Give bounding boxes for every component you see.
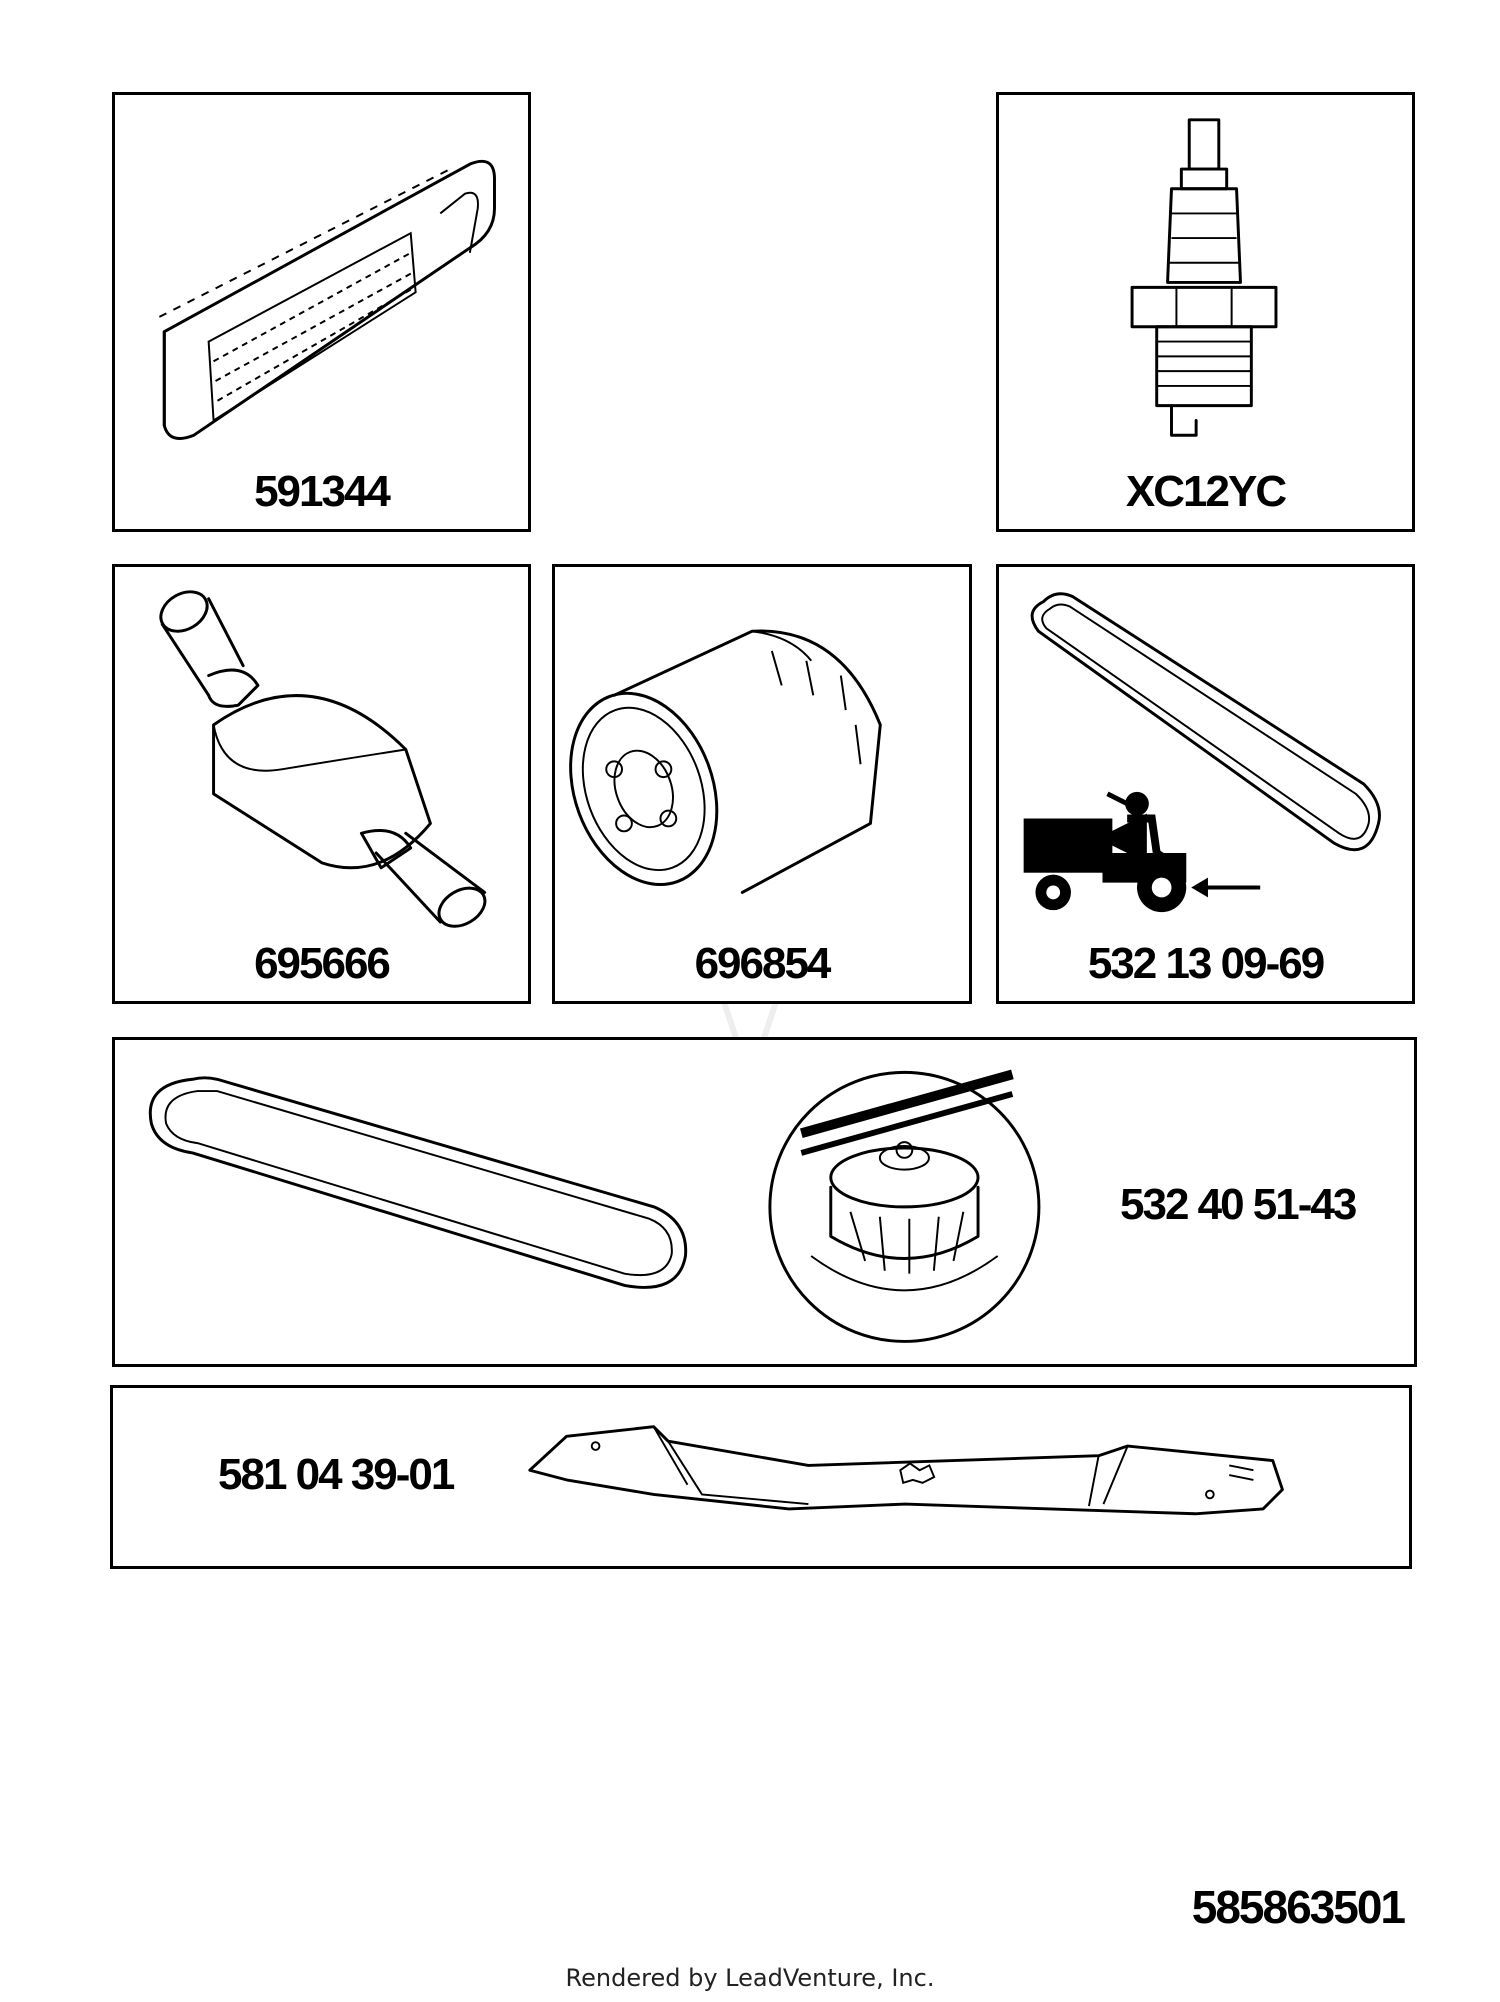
footer-credit: Rendered by LeadVenture, Inc.	[565, 1964, 935, 1992]
fuel-filter-icon	[115, 567, 528, 1001]
panel-fuel-filter[interactable]	[112, 564, 531, 1004]
panel-blade[interactable]	[110, 1385, 1412, 1569]
part-number-deck-belt: 532 40 51-43	[1120, 1180, 1356, 1229]
part-number-spark-plug: XC12YC	[1125, 467, 1286, 516]
part-number-air-filter: 591344	[254, 467, 389, 516]
part-number-fuel-filter: 695666	[254, 939, 389, 988]
panel-deck-belt[interactable]	[112, 1037, 1417, 1367]
air-filter-icon	[115, 95, 528, 529]
part-number-blade: 581 04 39-01	[218, 1450, 454, 1499]
spark-plug-icon	[999, 95, 1412, 529]
oil-filter-icon	[555, 567, 969, 1001]
panel-spark-plug[interactable]	[996, 92, 1415, 532]
riding-mower-icon	[999, 567, 1412, 1001]
part-number-drive-belt: 532 13 09-69	[1087, 939, 1324, 988]
panel-oil-filter[interactable]	[552, 564, 972, 1004]
panel-air-filter[interactable]	[112, 92, 531, 532]
panel-drive-belt[interactable]	[996, 564, 1415, 1004]
part-number-oil-filter: 696854	[694, 939, 830, 988]
document-number: 585863501	[1191, 1881, 1404, 1933]
